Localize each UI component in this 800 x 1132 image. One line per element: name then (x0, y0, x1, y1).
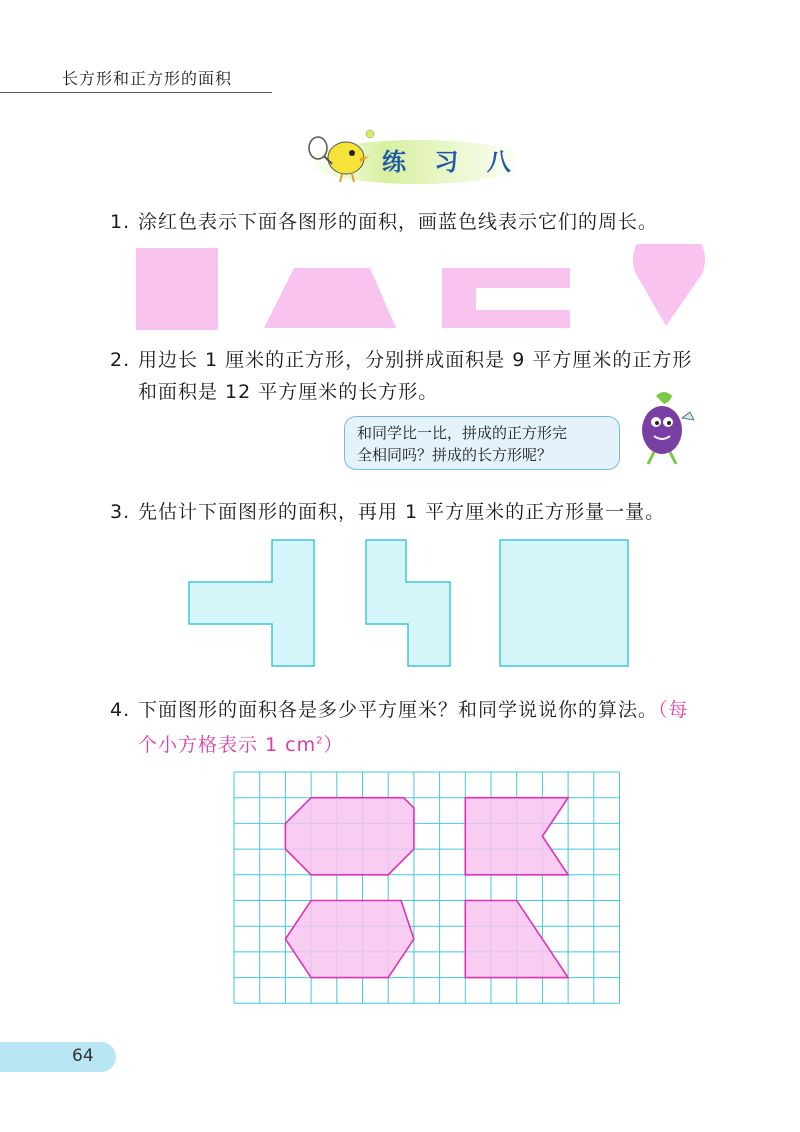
speech-line-1: 和同学比一比，拼成的正方形完 (357, 424, 568, 442)
grid-right-trapezoid (465, 901, 568, 978)
speech-line-2: 全相同吗？拼成的长方形呢？ (357, 446, 553, 464)
q3-shape-a (189, 540, 314, 666)
question-3-number: 3. (110, 501, 131, 523)
page-number-tab (0, 1042, 116, 1072)
question-3-text: 先估计下面图形的面积，再用 1 平方厘米的正方形量一量。 (138, 501, 666, 523)
speech-bubble (344, 416, 620, 470)
question-2-text: 用边长 1 厘米的正方形，分别拼成面积是 9 平方厘米的正方形和面积是 12 平方厘米的长方形。 (138, 349, 693, 403)
chapter-title: 长方形和正方形的面积 (62, 69, 233, 88)
eggplant-character-icon (626, 388, 696, 470)
grid-figure (230, 770, 620, 1004)
page-number: 64 (72, 1046, 94, 1066)
q3-shape-c (500, 540, 628, 666)
question-1-text: 涂红色表示下面各图形的面积，画蓝色线表示它们的周长。 (138, 211, 659, 233)
question-2-number: 2. (110, 349, 131, 371)
q1-rectangle (136, 248, 218, 330)
q1-c-notch (476, 288, 570, 310)
question-4-main: 下面图形的面积各是多少平方厘米？和同学说说你的算法。 (138, 699, 659, 721)
q1-shapes (130, 244, 710, 334)
q3-shape-b (366, 540, 450, 666)
q3-shapes (180, 534, 640, 674)
grid-octagon (285, 798, 414, 875)
exercise-title: 练 习 八 (382, 148, 521, 176)
header-divider (0, 92, 272, 93)
grid-hexagon (285, 901, 414, 978)
grid-flag (465, 798, 568, 875)
q1-drop-shape (633, 244, 705, 326)
grid-scale-hint: （每个小方格表示 1 $cm^2$） (138, 699, 689, 757)
q1-trapezoid (264, 268, 396, 328)
question-1-number: 1. (110, 211, 131, 233)
question-4-number: 4. (110, 699, 131, 721)
question-4-text (138, 694, 708, 761)
